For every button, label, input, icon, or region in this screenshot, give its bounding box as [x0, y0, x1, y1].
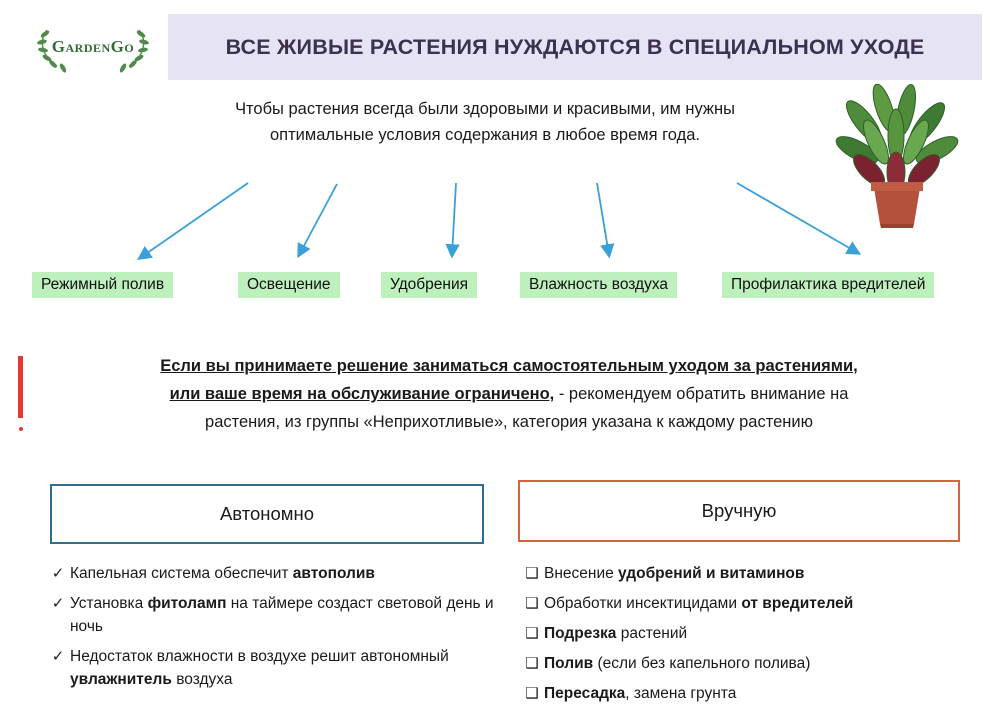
list-item-text [70, 562, 496, 585]
tag-row [32, 272, 982, 298]
arrow-2 [299, 184, 337, 255]
highlight-line-2-rest: - рекомендуем обратить внимание на [554, 385, 849, 403]
item-post: воздуха [171, 671, 233, 688]
item-bold: увлажнитель [70, 671, 172, 688]
check-icon: ✓ [51, 648, 65, 665]
tag-lighting[interactable]: Освещение [238, 272, 340, 298]
item-post: (если без капельного полива) [593, 655, 811, 672]
list-item [520, 652, 980, 675]
checkbox-icon[interactable]: ❑ [525, 685, 539, 702]
accent-dot [19, 427, 23, 431]
arrow-4 [597, 183, 609, 255]
item-pre: Капельная система обеспечит [70, 565, 293, 582]
highlight-line-3: растения, из группы «Неприхотливые», категория указана к каждому растению [205, 413, 813, 431]
tag-humidity[interactable]: Влажность воздуха [520, 272, 677, 298]
check-icon: ✓ [51, 595, 65, 612]
item-bold: удобрений и витаминов [618, 565, 805, 582]
list-item [46, 562, 496, 585]
highlight-block [18, 352, 982, 436]
highlight-line-1: Если вы принимаете решение заниматься самостоятельным уходом за растениями, [160, 357, 858, 375]
item-pre: Внесение [544, 565, 619, 582]
arrow-3 [452, 183, 456, 255]
list-item [520, 562, 980, 585]
list-manual [520, 562, 980, 712]
item-pre: Установка [70, 595, 148, 612]
item-bold: от вредителей [741, 595, 854, 612]
list-item-text [544, 622, 980, 645]
item-bold: Пересадка [544, 685, 626, 702]
logo-text: GardenGo [51, 37, 135, 56]
checkbox-icon[interactable]: ❑ [525, 595, 539, 612]
highlight-line-2-bold: или ваше время на обслуживание ограничено, [169, 385, 555, 403]
list-item [520, 682, 980, 705]
list-item [46, 592, 496, 638]
logo [18, 14, 168, 80]
list-item-text [544, 592, 980, 615]
list-item [46, 645, 496, 691]
tag-fertilizer[interactable]: Удобрения [381, 272, 477, 298]
item-post: растений [616, 625, 688, 642]
column-title-manual: Вручную [701, 500, 777, 521]
item-post: на таймере создаст световой день и ночь [70, 595, 494, 635]
item-pre: Обработки инсектицидами [544, 595, 742, 612]
list-item-text [544, 682, 980, 705]
list-autonomous [46, 562, 496, 698]
list-item [520, 592, 980, 615]
intro-text [150, 96, 820, 148]
tag-polив[interactable]: Режимный полив [32, 272, 173, 298]
item-pre: Недостаток влажности в воздухе решит автономный [70, 648, 449, 665]
column-header-manual [518, 480, 960, 542]
item-post: , замена грунта [625, 685, 737, 702]
intro-line-1: Чтобы растения всегда были здоровыми и красивыми, им нужны [235, 100, 735, 118]
tag-pest-prevention[interactable]: Профилактика вредителей [722, 272, 934, 298]
checkbox-icon[interactable]: ❑ [525, 655, 539, 672]
list-item-text [544, 652, 980, 675]
column-header-autonomous [50, 484, 484, 544]
header-banner [168, 14, 982, 80]
checkbox-icon[interactable]: ❑ [525, 625, 539, 642]
item-bold: автополив [292, 565, 375, 582]
item-bold: Подрезка [544, 625, 617, 642]
check-icon: ✓ [51, 565, 65, 582]
column-title-autonomous: Автономно [219, 503, 315, 524]
list-item-text [70, 592, 496, 638]
page-title: ВСЕ ЖИВЫЕ РАСТЕНИЯ НУЖДАЮТСЯ В СПЕЦИАЛЬНОМ УХОДЕ [225, 34, 925, 59]
list-item-text [544, 562, 980, 585]
item-bold: фитоламп [147, 595, 227, 612]
accent-bar [18, 356, 23, 418]
list-item-text [70, 645, 496, 691]
list-item [520, 622, 980, 645]
logo-wrap [33, 20, 153, 74]
item-bold: Полив [544, 655, 594, 672]
checkbox-icon[interactable]: ❑ [525, 565, 539, 582]
highlight-text [36, 352, 982, 436]
intro-line-2: оптимальные условия содержания в любое время года. [269, 126, 701, 144]
arrow-1 [140, 183, 248, 258]
plant-illustration [824, 84, 974, 234]
page-header [18, 14, 982, 80]
